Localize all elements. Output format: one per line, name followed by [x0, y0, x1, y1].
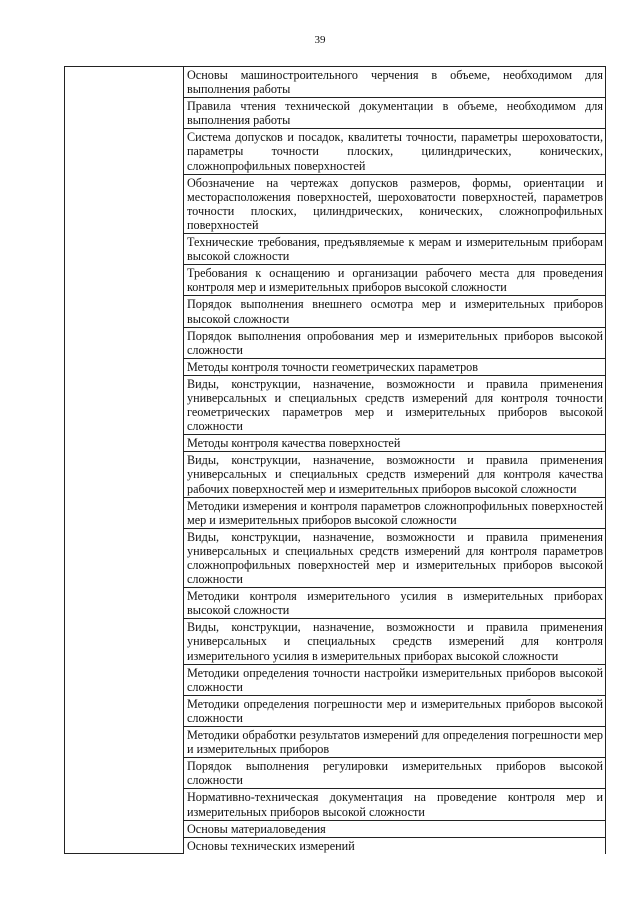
requirement-text: Виды, конструкции, назначение, возможности и правила применения универсальных и специальных средств измерений для контроля точности геометрических параметров мер и измерительных приборов высокой сложности — [187, 376, 603, 434]
requirement-text: Методики контроля измерительного усилия в измерительных приборах высокой сложности — [187, 589, 603, 618]
requirement-text: Методики определения погрешности мер и измерительных приборов высокой сложности — [187, 696, 603, 725]
requirement-cell — [184, 67, 606, 98]
requirement-cell — [184, 234, 606, 265]
requirement-text: Нормативно-техническая документация на проведение контроля мер и измерительных приборов высокой сложности — [187, 790, 603, 819]
requirement-cell — [184, 588, 606, 619]
requirement-cell — [184, 758, 606, 789]
requirement-cell — [184, 375, 606, 434]
requirement-text: Основы технических измерений — [187, 838, 355, 853]
requirement-cell — [184, 358, 606, 375]
requirement-cell — [184, 129, 606, 174]
page-number: 39 — [314, 34, 326, 46]
requirement-text: Основы материаловедения — [187, 821, 326, 836]
requirement-text: Порядок выполнения внешнего осмотра мер и измерительных приборов высокой сложности — [187, 297, 603, 326]
requirement-cell — [184, 497, 606, 528]
requirement-text: Требования к оснащению и организации рабочего места для проведения контроля мер и измерительных приборов высокой сложности — [187, 266, 603, 295]
requirement-cell — [184, 528, 606, 587]
requirement-text: Порядок выполнения регулировки измерительных приборов высокой сложности — [187, 759, 603, 788]
requirement-cell — [184, 452, 606, 497]
requirement-text: Виды, конструкции, назначение, возможности и правила применения универсальных и специальных средств измерений для контроля параметров сложнопрофильных поверхностей мер и измерительных приборов высокой сложности — [187, 529, 603, 587]
requirement-text: Обозначение на чертежах допусков размеров, формы, ориентации и месторасположения поверхностей, шероховатости поверхностей, параметров точности плоских, цилиндрических, конических, сложнопрофильных поверхностей — [187, 175, 603, 232]
requirement-cell — [184, 664, 606, 695]
requirement-cell — [184, 98, 606, 129]
requirement-text: Методики измерения и контроля параметров сложнопрофильных поверхностей мер и измерительных приборов высокой сложности — [187, 498, 603, 527]
requirement-cell — [184, 619, 606, 664]
requirement-text: Правила чтения технической документации в объеме, необходимом для выполнения работы — [187, 99, 603, 128]
requirement-text: Виды, конструкции, назначение, возможности и правила применения универсальных и специальных средств измерений для контроля качества рабочих поверхностей мер и измерительных приборов высокой сложности — [187, 453, 603, 496]
requirement-cell — [184, 789, 606, 820]
table-row — [65, 67, 606, 98]
competency-table — [64, 66, 606, 854]
requirement-text: Методы контроля точности геометрических параметров — [187, 359, 479, 374]
requirement-cell — [184, 296, 606, 327]
requirement-cell — [184, 327, 606, 358]
requirement-text: Основы машиностроительного черчения в объеме, необходимом для выполнения работы — [187, 68, 603, 97]
requirement-cell — [184, 695, 606, 726]
left-column-cell — [65, 67, 184, 854]
requirement-text: Методики определения точности настройки измерительных приборов высокой сложности — [187, 665, 603, 694]
requirement-cell — [184, 265, 606, 296]
requirement-text: Порядок выполнения опробования мер и измерительных приборов высокой сложности — [187, 328, 603, 357]
requirement-text: Система допусков и посадок, квалитеты точности, параметры шероховатости, параметры точности плоских, цилиндрических, конических, сложнопрофильных поверхностей — [187, 130, 603, 173]
requirement-cell — [184, 820, 606, 837]
requirement-text: Методы контроля качества поверхностей — [187, 436, 401, 451]
requirement-text: Технические требования, предъявляемые к мерам и измерительным приборам высокой сложности — [187, 235, 603, 264]
requirement-cell — [184, 174, 606, 233]
requirement-cell — [184, 837, 606, 854]
requirement-cell — [184, 727, 606, 758]
table-body — [65, 67, 606, 854]
requirement-text: Методики обработки результатов измерений для определения погрешности мер и измерительных приборов — [187, 728, 603, 757]
requirement-cell — [184, 435, 606, 452]
requirement-text: Виды, конструкции, назначение, возможности и правила применения универсальных и специальных средств измерений для контроля измерительного усилия в измерительных приборах высокой сложности — [187, 620, 603, 663]
